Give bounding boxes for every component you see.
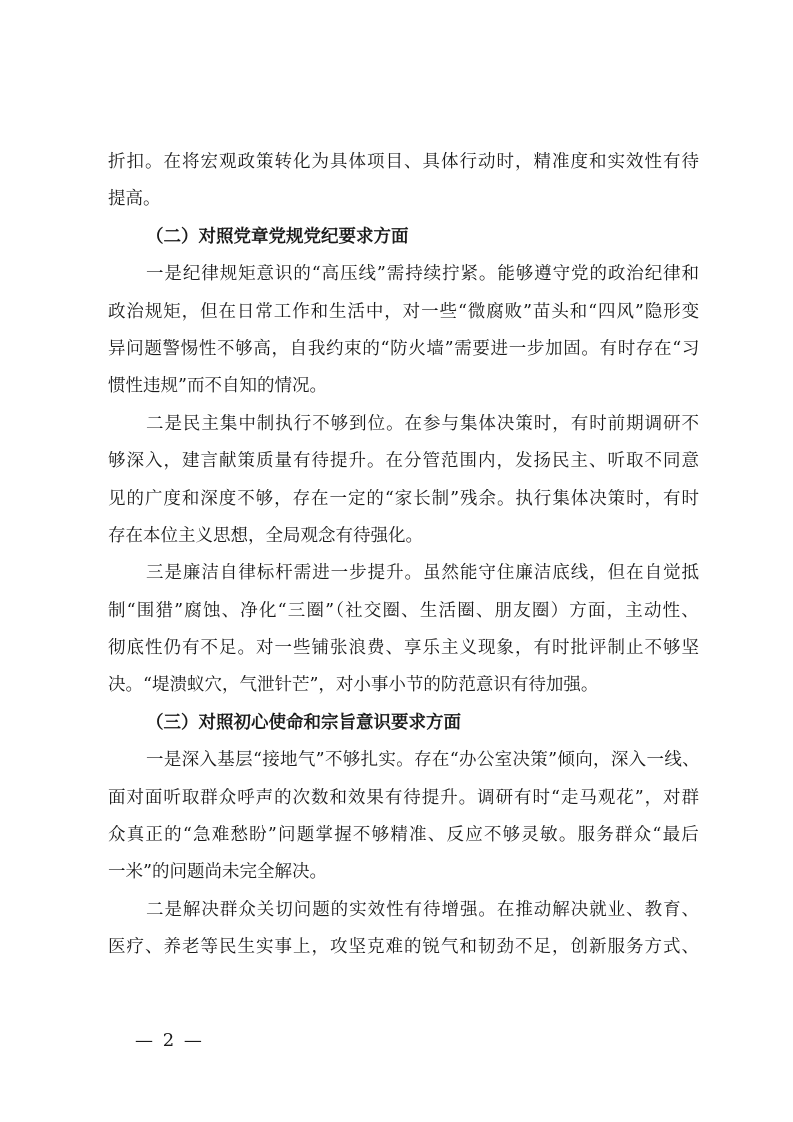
text-line [108, 256, 700, 293]
page-number: — 2 — [135, 1030, 204, 1051]
text-line-content: 二是解决群众关切问题的实效性有待增强。在推动解决就业、教育、 [146, 899, 701, 920]
text-line [108, 929, 700, 966]
text-line-content: 面对面听取群众呼声的次数和效果有待提升。调研有时“走马观花”，对群 [108, 787, 700, 808]
text-line-content: 见的广度和深度不够，存在一定的“家长制”残余。执行集体决策时，有时 [108, 488, 700, 509]
text-line [108, 144, 700, 181]
text-line-content: 一是深入基层“接地气”不够扎实。存在“办公室决策”倾向，深入一线、 [146, 750, 700, 771]
text-line [108, 294, 700, 331]
section-heading-line [108, 705, 700, 742]
text-line [108, 406, 700, 443]
text-line-content: 三是廉洁自律标杆需进一步提升。虽然能守住廉洁底线，但在自觉抵 [146, 563, 701, 584]
document-body [108, 144, 700, 967]
text-line-content: 惯性违规”而不自知的情况。 [108, 376, 327, 397]
text-line-content: 异问题警惕性不够高，自我约束的“防火墙”需要进一步加固。有时存在“习 [108, 338, 700, 359]
text-line [108, 667, 700, 704]
text-line [108, 780, 700, 817]
text-line [108, 593, 700, 630]
text-line-content: 折扣。在将宏观政策转化为具体项目、具体行动时，精准度和实效性有待 [108, 152, 700, 172]
text-line-content: 众真正的“急难愁盼”问题掌握不够精准、反应不够灵敏。服务群众“最后 [108, 825, 700, 846]
text-line [108, 854, 700, 891]
text-line [108, 368, 700, 405]
text-line [108, 331, 700, 368]
text-line [108, 892, 700, 929]
text-line [108, 630, 700, 667]
text-line-content: 二是民主集中制执行不够到位。在参与集体决策时，有时前期调研不 [146, 413, 701, 434]
text-line-content: 一米”的问题尚未完全解决。 [108, 862, 327, 883]
text-line [108, 518, 700, 555]
text-line-content: 政治规矩，但在日常工作和生活中，对一些“微腐败”苗头和“四风”隐形变 [108, 301, 700, 322]
text-line-content: 决。“堤溃蚁穴，气泄针芒”，对小事小节的防范意识有待加强。 [108, 675, 599, 696]
text-line [108, 742, 700, 779]
text-line-content: 存在本位主义思想，全局观念有待强化。 [108, 525, 423, 546]
text-line [108, 555, 700, 592]
text-line-content: 制“围猎”腐蚀、净化“三圈”（社交圈、生活圈、朋友圈）方面，主动性、 [108, 600, 700, 621]
text-line [108, 181, 700, 218]
text-line-content: 够深入，建言献策质量有待提升。在分管范围内，发扬民主、听取不同意 [108, 451, 700, 472]
text-line [108, 443, 700, 480]
section-heading: （三）对照初心使命和宗旨意识要求方面 [146, 712, 461, 733]
text-line-content: 一是纪律规矩意识的“高压线”需持续拧紧。能够遵守党的政治纪律和 [146, 264, 700, 285]
section-heading-line [108, 219, 700, 256]
text-line [108, 817, 700, 854]
section-heading: （二）对照党章党规党纪要求方面 [146, 226, 409, 247]
text-line-content: 医疗、养老等民生实事上，攻坚克难的锐气和韧劲不足，创新服务方式、 [108, 937, 700, 958]
text-line-content: 提高。 [108, 189, 161, 210]
text-line-content: 彻底性仍有不足。对一些铺张浪费、享乐主义现象，有时批评制止不够坚 [108, 638, 700, 659]
text-line [108, 481, 700, 518]
